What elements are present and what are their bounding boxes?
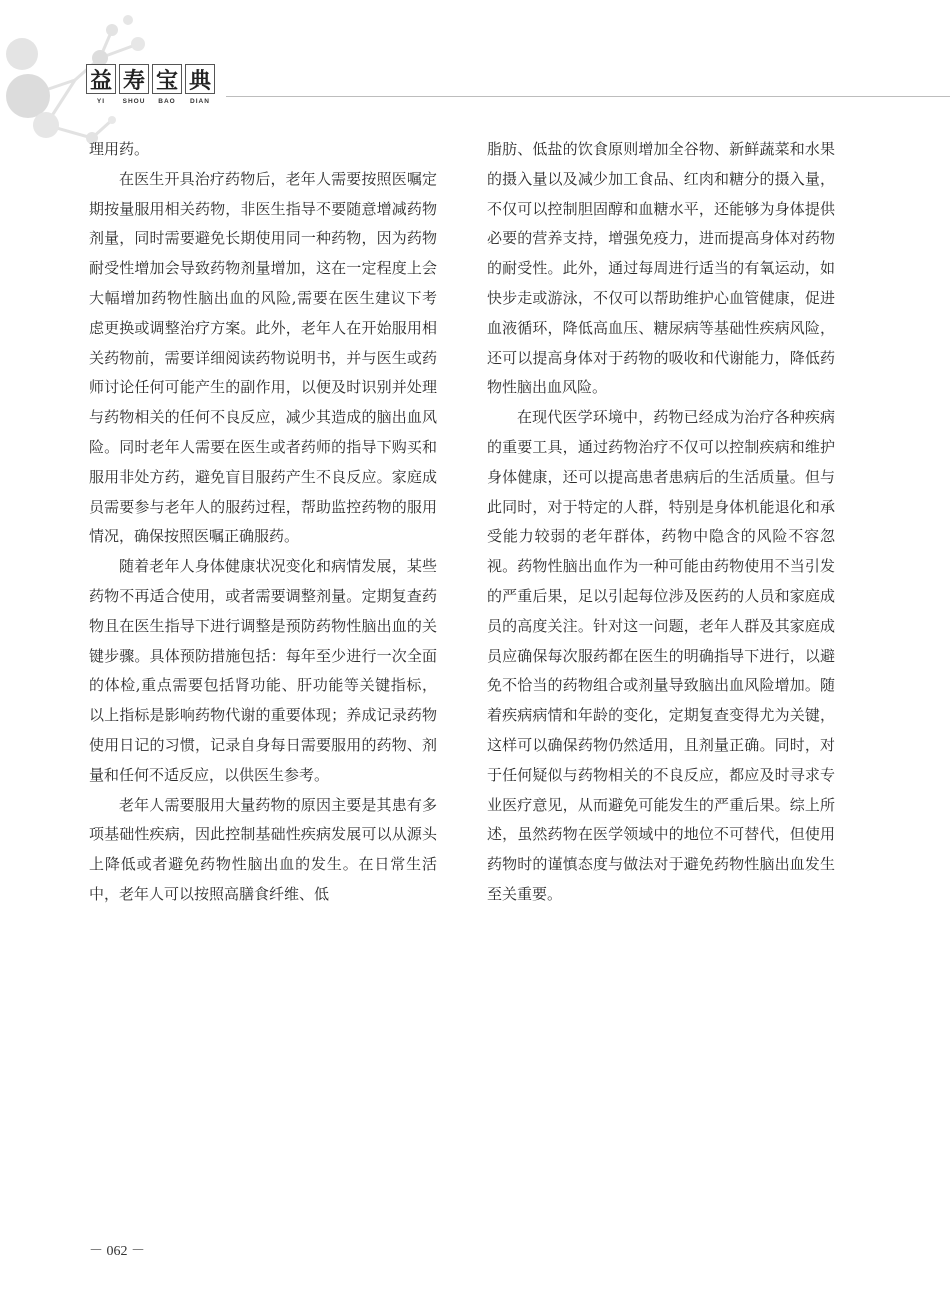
- title-char: 益: [86, 64, 116, 94]
- header-rule: [226, 96, 950, 97]
- pinyin-label: BAO: [158, 98, 176, 105]
- title-char: 寿: [119, 64, 149, 94]
- paragraph: 理用药。: [89, 140, 150, 158]
- paragraph: 脂肪、低盐的饮食原则增加全谷物、新鲜蔬菜和水果的摄入量以及减少加工食品、红肉和糖分的摄入量，不仅可以控制胆固醇和血糖水平，还能够为身体提供必要的营养支持，增强免疫力，进而提高身体对药物的耐受性。此外，通过每周进行适当的有氧运动，如快步走或游泳，不仅可以帮助维护心血管健康，促进血液循环，降低高血压、糖尿病等基础性疾病风险，还可以提高身体对于药物的吸收和代谢能力，降低药物性脑出血风险。: [487, 140, 835, 397]
- pinyin-label: DIAN: [190, 98, 210, 105]
- journal-pinyin: [86, 98, 215, 105]
- masthead: [86, 64, 215, 105]
- left-column: [89, 135, 437, 910]
- page-number: － 062 －: [89, 1244, 145, 1259]
- paragraph: 在现代医学环境中，药物已经成为治疗各种疾病的重要工具，通过药物治疗不仅可以控制疾病和维护身体健康，还可以提高患者患病后的生活质量。但与此同时，对于特定的人群，特别是身体机能退化和承受能力较弱的老年群体，药物中隐含的风险不容忽视。药物性脑出血作为一种可能由药物使用不当引发的严重后果，足以引起每位涉及医药的人员和家庭成员的高度关注。针对这一问题，老年人群及其家庭成员应确保每次服药都在医生的明确指导下进行，以避免不恰当的药物组合或剂量导致脑出血风险增加。随着疾病病情和年龄的变化，定期复查变得尤为关键，这样可以确保药物仍然适用，且剂量正确。同时，对于任何疑似与药物相关的不良反应，都应及时寻求专业医疗意见，从而避免可能发生的严重后果。综上所述，虽然药物在医学领域中的地位不可替代，但使用药物时的谨慎态度与做法对于避免药物性脑出血发生至关重要。: [487, 408, 835, 903]
- title-char: 宝: [152, 64, 182, 94]
- pinyin-label: SHOU: [122, 98, 146, 105]
- title-char: 典: [185, 64, 215, 94]
- pinyin-label: YI: [96, 98, 106, 105]
- paragraph: 老年人需要服用大量药物的原因主要是其患有多项基础性疾病，因此控制基础性疾病发展可以从源头上降低或者避免药物性脑出血的发生。在日常生活中，老年人可以按照高膳食纤维、低: [89, 795, 437, 903]
- right-column: [487, 135, 835, 910]
- journal-title: [86, 64, 215, 94]
- paragraph: 在医生开具治疗药物后，老年人需要按照医嘱定期按量服用相关药物，非医生指导不要随意增减药物剂量，同时需要避免长期使用同一种药物，因为药物耐受性增加会导致药物剂量增加，这在一定程度上会大幅增加药物性脑出血的风险,需要在医生建议下考虑更换或调整治疗方案。此外，老年人在开始服用相关药物前，需要详细阅读药物说明书，并与医生或药师讨论任何可能产生的副作用，以便及时识别并处理与药物相关的任何不良反应，减少其造成的脑出血风险。同时老年人需要在医生或者药师的指导下购买和服用非处方药，避免盲目服药产生不良反应。家庭成员需要参与老年人的服药过程，帮助监控药物的服用情况，确保按照医嘱正确服药。: [89, 169, 437, 546]
- paragraph: 随着老年人身体健康状况变化和病情发展，某些药物不再适合使用，或者需要调整剂量。定期复查药物且在医生指导下进行调整是预防药物性脑出血的关键步骤。具体预防措施包括：每年至少进行一次全面的体检,重点需要包括肾功能、肝功能等关键指标，以上指标是影响药物代谢的重要体现；养成记录药物使用日记的习惯，记录自身每日需要服用的药物、剂量和任何不适反应，以供医生参考。: [89, 557, 437, 784]
